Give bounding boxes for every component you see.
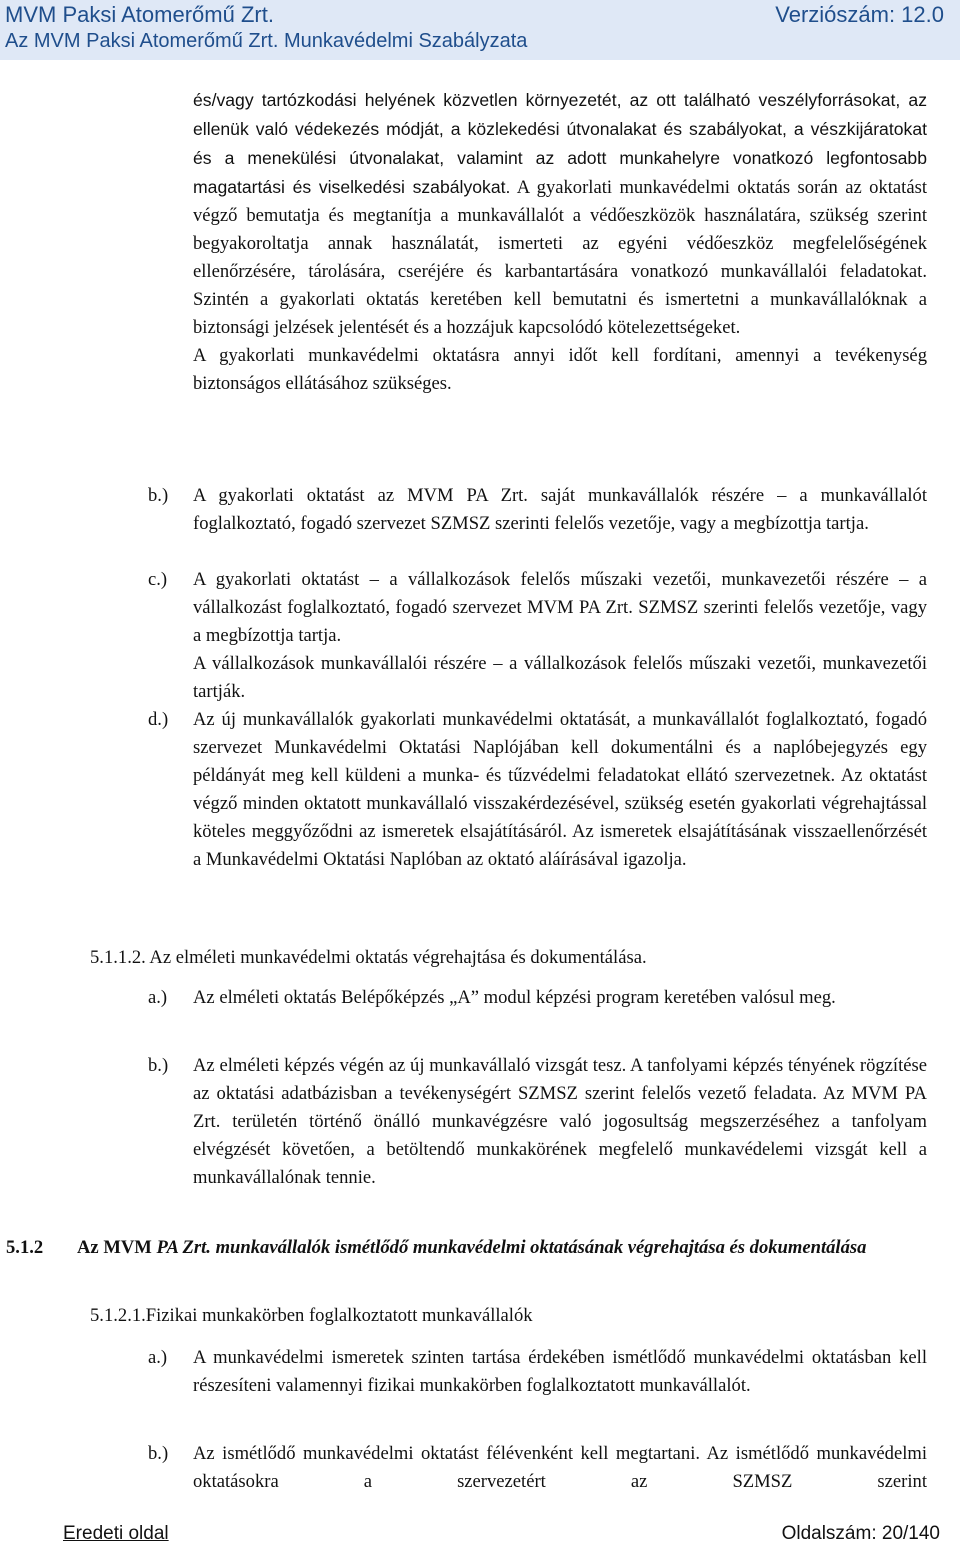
page-header [0,0,960,60]
section-heading-512 [77,1234,933,1262]
section-heading-part: PA Zrt. [156,1237,211,1258]
list-item-label: b.) [148,1055,169,1076]
document-title: Az MVM Paksi Atomerőmű Zrt. Munkavédelmi Szabályzata [5,30,528,52]
version-number: Verziószám: 12.0 [775,2,944,27]
intro-paragraph [193,86,927,342]
list-item-text: A munkavédelmi ismeretek szinten tartása érdekében ismétlődő munkavédelmi oktatásban kell részesíteni valamennyi fizikai munkakörben foglalkoztatott munkavállalót. [193,1347,927,1396]
list-item-text: A gyakorlati oktatást – a vállalkozások felelős műszaki vezetői, munkavezetői részére – a vállalkozást foglalkoztató, fogadó szervezet MVM PA Zrt. SZMSZ szerinti felelős vezetője, vagy a megbízottja tartja. [193,569,927,646]
intro-serif-text: A gyakorlati munkavédelmi oktatás során az oktatást végző bemutatja és megtanítja a munkavállalót a védőeszközök használatára, szükség szerint begyakoroltatja annak használatát, ismerteti az egyéni védőeszköz megfelelőségének ellenőrzésére, tárolására, cseréjére és karbantartására vonatkozó munkavállalói feladatokat. Szintén a gyakorlati oktatás keretében kell bemutatni és ismertetni a munkavállalóknak a biztonsági jelzések jelentését és a hozzájuk kapcsolódó kötelezettségeket. [193,177,927,338]
intro-block [193,86,927,398]
footer-page-number: Oldalszám: 20/140 [781,1523,940,1544]
list-item-label: a.) [148,987,168,1008]
list-item-label: d.) [148,709,169,730]
page-footer [63,1522,940,1546]
list-item-text-2: A vállalkozások munkavállalói részére – a vállalkozások felelős műszaki vezetői, munkavezetői tartják. [193,653,927,702]
intro-sans-text: és/vagy tartózkodási helyének közvetlen környezetét, az ott található veszélyforrásokat, az ellenük való védekezés módját, a közlekedési útvonalakat és szabályokat, a vészkijáratokat és a menekülési útvonalakat, valamint az adott munkahelyre vonatkozó legfontosabb magatartási és viselkedési szabályokat. [193,90,927,197]
list-item-text: Az ismétlődő munkavédelmi oktatást félévenként kell megtartani. Az ismétlődő munkavédelmi oktatásokra a szervezetért az SZMSZ szerint [193,1443,927,1492]
list-item-label: c.) [148,569,168,590]
list-item-text: A gyakorlati oktatást az MVM PA Zrt. saját munkavállalók részére – a munkavállalót foglalkoztató, fogadó szervezet SZMSZ szerinti felelős vezetője, vagy a megbízottja tartja. [193,485,927,534]
section-heading-part: ismétlődő munkavédelmi oktatásának végrehajtása és dokumentálása [334,1237,867,1258]
list-item-block [193,566,927,706]
list-item-label: b.) [148,485,169,506]
section-number-512: 5.1.2 [6,1237,44,1258]
footer-original-page: Eredeti oldal [63,1523,169,1544]
company-name: MVM Paksi Atomerőmű Zrt. [5,2,274,27]
section-heading-part: Az MVM [77,1237,157,1258]
section-heading-5112: 5.1.1.2. Az elméleti munkavédelmi oktatás végrehajtása és dokumentálása. [90,947,647,968]
list-item-text: Az új munkavállalók gyakorlati munkavédelmi oktatását, a munkavállalót foglalkoztató, fogadó szervezet Munkavédelmi Oktatási Naplójában kell dokumentálni és a naplóbejegyzés egy példányát meg kell küldeni a munka- és tűzvédelmi feladatokat ellátó szervezetnek. Az oktatást végző minden oktatott munkavállaló visszakérdezésével, szükség esetén gyakorlati végrehajtással köteles meggyőződni az ismeretek elsajátításáról. Az ismeretek elsajátításának visszaellenőrzését a Munkavédelmi Oktatási Naplóban az oktató aláírásával igazolja. [193,709,927,870]
section-heading-part: munkavállalók [210,1237,335,1258]
section-heading-5121: 5.1.2.1.Fizikai munkakörben foglalkoztatott munkavállalók [90,1305,533,1326]
list-item-text: Az elméleti oktatás Belépőképzés „A” modul képzési program keretében valósul meg. [193,987,836,1008]
list-item-text: Az elméleti képzés végén az új munkavállaló vizsgát tesz. A tanfolyami képzés tényének rögzítése az oktatási adatbázisban a tevékenységért SZMSZ szerint felelős vezető feladata. Az MVM PA Zrt. területén történő önálló munkavégzésre való jogosultság megszerzéséhez a tanfolyam elvégzését követően, a betöltendő munkakörének megfelelő munkavédelemi vizsgát kell a munkavállalónak tennie. [193,1055,927,1188]
list-item-label: a.) [148,1347,168,1368]
intro-paragraph-2: A gyakorlati munkavédelmi oktatásra annyi időt kell fordítani, amennyi a tevékenység biztonságos ellátásához szükséges. [193,345,927,394]
list-item-label: b.) [148,1443,169,1464]
